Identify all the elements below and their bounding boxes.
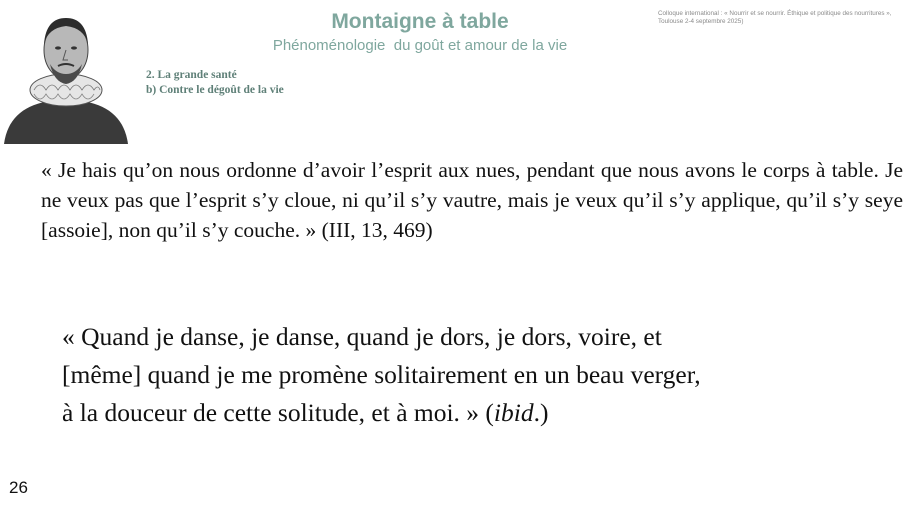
slide-title: Montaigne à table [331, 10, 509, 33]
section-heading [146, 68, 284, 98]
section-line-1: 2. La grande santé [146, 69, 237, 81]
section-line-2: b) Contre le dégoût de la vie [146, 84, 284, 96]
quote-2-line-3 [62, 394, 874, 432]
quote-2-line-3-text: à la douceur de cette solitude, et à moi. » ( [62, 398, 494, 427]
quote-2 [62, 318, 874, 432]
montaigne-portrait [0, 4, 132, 144]
quote-2-tail: .) [533, 398, 549, 427]
slide-subtitle: Phénoménologie du goût et amour de la vie [272, 37, 568, 54]
quote-1: « Je hais qu’on nous ordonne d’avoir l’esprit aux nues, pendant que nous avons le corps à table. Je ne veux pas que l’esprit s’y cloue, ni qu’il s’y vautre, mais je veux qu’il s’y applique, qu’il s’y seye [assoie], non qu’il s’y couche. » (III, 13, 469) [41, 158, 903, 242]
colloque-note: Colloque international : « Nourrir et se nourrir. Éthique et politique des nourritures », Toulouse 2-4 septembre 2025) [658, 10, 892, 25]
quote-2-line-1: « Quand je danse, je danse, quand je dors, je dors, voire, et [62, 322, 662, 351]
page-number: 26 [9, 478, 28, 497]
quote-2-line-2: [même] quand je me promène solitairement en un beau verger, [62, 360, 701, 389]
quote-2-reference: ibid [493, 398, 534, 427]
